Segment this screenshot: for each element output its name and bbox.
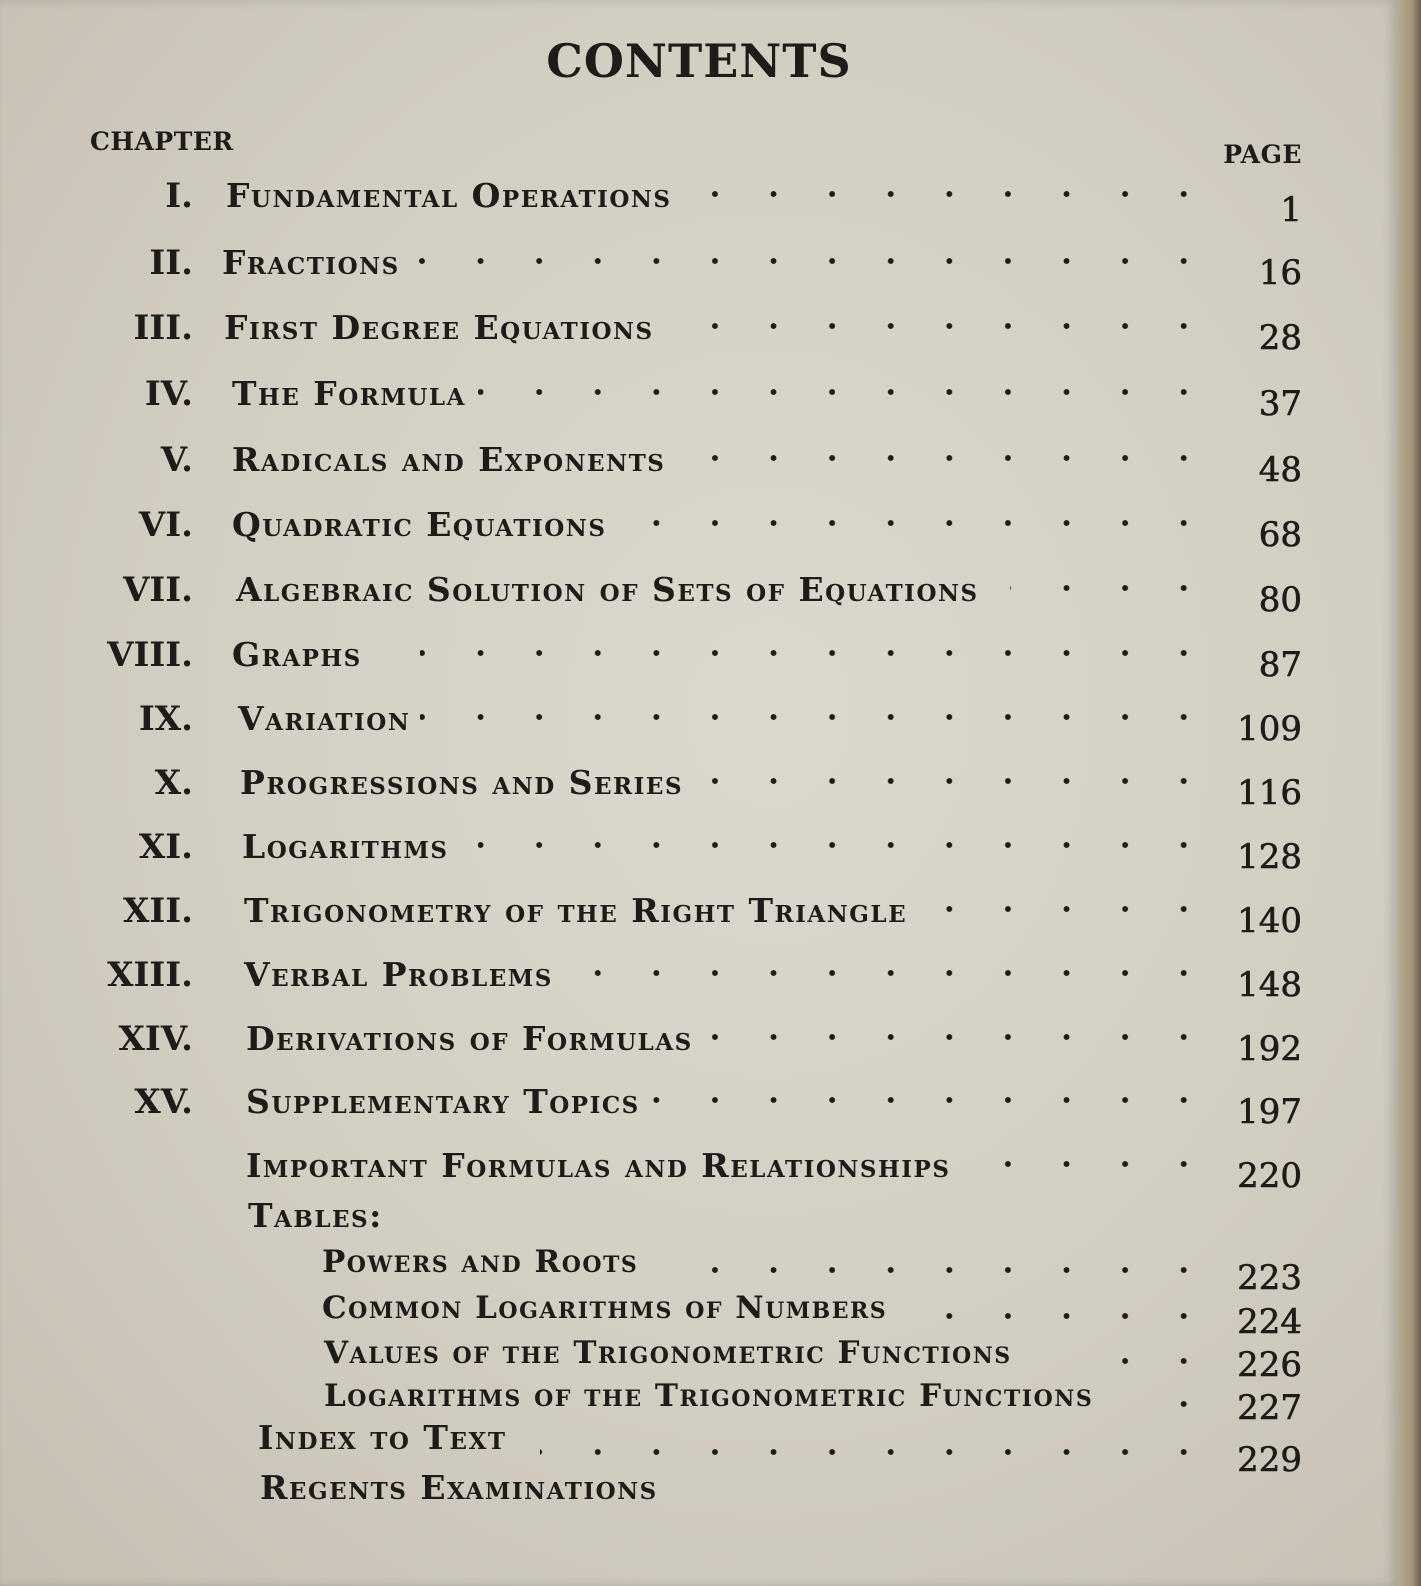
table-title: Values of the Trigonometric Functions <box>324 1335 1012 1371</box>
toc-entry <box>0 635 1398 685</box>
chapter-title: Progressions and Series <box>240 763 684 802</box>
chapter-title: Algebraic Solution of Sets of Equations <box>236 570 979 609</box>
chapter-number: VII. <box>122 570 193 610</box>
chapter-number: III. <box>133 308 193 348</box>
page-number: 28 <box>1258 318 1302 358</box>
toc-entry <box>0 955 1398 1005</box>
toc-entry <box>0 1244 1398 1298</box>
chapter-number: II. <box>149 243 193 283</box>
toc-entry <box>0 1418 1398 1480</box>
page-number: 68 <box>1258 515 1302 555</box>
page-number: 109 <box>1237 709 1302 749</box>
toc-entry <box>0 308 1398 358</box>
page-number: 224 <box>1237 1302 1302 1342</box>
chapter-number: XV. <box>134 1082 193 1122</box>
chapter-number: IX. <box>138 699 193 739</box>
chapter-number: VIII. <box>107 635 193 675</box>
toc-entry <box>0 1468 1398 1518</box>
chapter-number: XIII. <box>107 955 193 995</box>
chapter-column-header: CHAPTER <box>90 127 234 156</box>
appendix-title: Index to Text <box>258 1418 507 1457</box>
dot-leader <box>710 769 1213 793</box>
toc-entry <box>0 1082 1398 1132</box>
dot-leader <box>710 1258 1213 1282</box>
page-title: CONTENTS <box>546 34 852 88</box>
chapter-number: XI. <box>138 827 193 867</box>
page-edge <box>1398 0 1421 1586</box>
dot-leader <box>1110 1349 1213 1373</box>
dot-leader <box>940 1304 1213 1328</box>
page-number: 128 <box>1237 837 1302 877</box>
toc-entry <box>0 440 1398 490</box>
dot-leader <box>420 641 1213 665</box>
chapter-number: I. <box>165 176 193 216</box>
toc-entry <box>0 1146 1398 1196</box>
dot-leader <box>1000 1152 1213 1176</box>
appendix-title: Important Formulas and Relationships <box>246 1146 951 1185</box>
chapter-title: Verbal Problems <box>244 955 553 994</box>
chapter-title: Variation <box>238 699 411 738</box>
page-number: 229 <box>1237 1440 1302 1480</box>
tables-heading: Tables: <box>248 1196 383 1235</box>
toc-entry <box>0 699 1398 749</box>
dot-leader <box>420 705 1213 729</box>
page-number: 116 <box>1237 773 1302 813</box>
chapter-title: Logarithms <box>242 827 449 866</box>
chapter-number: V. <box>160 440 193 480</box>
dot-leader <box>710 446 1213 470</box>
chapter-title: Fractions <box>222 243 400 282</box>
toc-entry <box>0 243 1398 293</box>
table-title: Powers and Roots <box>322 1244 639 1280</box>
page-number: 223 <box>1237 1258 1302 1298</box>
toc-entry <box>0 763 1398 813</box>
chapter-number: XII. <box>122 891 193 931</box>
dot-leader <box>710 314 1213 338</box>
chapter-title: Graphs <box>232 635 362 674</box>
table-title: Logarithms of the Trigonometric Functions <box>324 1378 1094 1414</box>
page-number: 80 <box>1258 580 1302 620</box>
chapter-number: XIV. <box>118 1019 193 1059</box>
dot-leader <box>1165 1392 1213 1416</box>
chapter-title: The Formula <box>232 374 466 413</box>
dot-leader <box>1010 576 1213 600</box>
chapter-title: Derivations of Formulas <box>246 1019 693 1058</box>
chapter-title: Fundamental Operations <box>226 176 672 215</box>
toc-entry <box>0 374 1398 424</box>
page-number: 226 <box>1237 1345 1302 1385</box>
page-number: 37 <box>1258 384 1302 424</box>
toc-entry <box>0 891 1398 941</box>
page-number: 220 <box>1237 1156 1302 1196</box>
page-number: 140 <box>1237 901 1302 941</box>
page-column-header: PAGE <box>1223 140 1302 169</box>
chapter-title: Trigonometry of the Right Triangle <box>244 891 908 930</box>
chapter-number: IV. <box>144 374 193 414</box>
page-number: 1 <box>1280 190 1302 230</box>
page-number: 227 <box>1237 1388 1302 1428</box>
dot-leader <box>650 1088 1213 1112</box>
tables-heading-row <box>0 1196 1398 1246</box>
page-number: 87 <box>1258 645 1302 685</box>
toc-entry <box>0 570 1398 620</box>
dot-leader <box>710 1025 1213 1049</box>
chapter-number: VI. <box>138 505 193 545</box>
page-number: 48 <box>1258 450 1302 490</box>
page-number: 197 <box>1237 1092 1302 1132</box>
dot-leader <box>590 961 1213 985</box>
chapter-title: Supplementary Topics <box>246 1082 640 1121</box>
toc-entry <box>0 505 1398 555</box>
chapter-title: Quadratic Equations <box>232 505 607 544</box>
table-title: Common Logarithms of Numbers <box>322 1290 888 1326</box>
page-number: 148 <box>1237 965 1302 1005</box>
dot-leader <box>945 897 1213 921</box>
appendix-title: Regents Examinations <box>260 1468 658 1507</box>
dot-leader <box>410 249 1213 273</box>
page-number: 16 <box>1258 253 1302 293</box>
toc-entry <box>0 827 1398 877</box>
dot-leader <box>710 182 1213 206</box>
chapter-number: X. <box>154 763 193 803</box>
page-number: 192 <box>1237 1029 1302 1069</box>
toc-entry <box>0 1019 1398 1069</box>
dot-leader <box>478 380 1213 404</box>
toc-entry <box>0 1290 1398 1340</box>
dot-leader <box>478 833 1213 857</box>
toc-entry <box>0 176 1398 230</box>
dot-leader <box>650 511 1213 535</box>
chapter-title: Radicals and Exponents <box>232 440 666 479</box>
chapter-title: First Degree Equations <box>224 308 654 347</box>
dot-leader <box>540 1440 1213 1464</box>
